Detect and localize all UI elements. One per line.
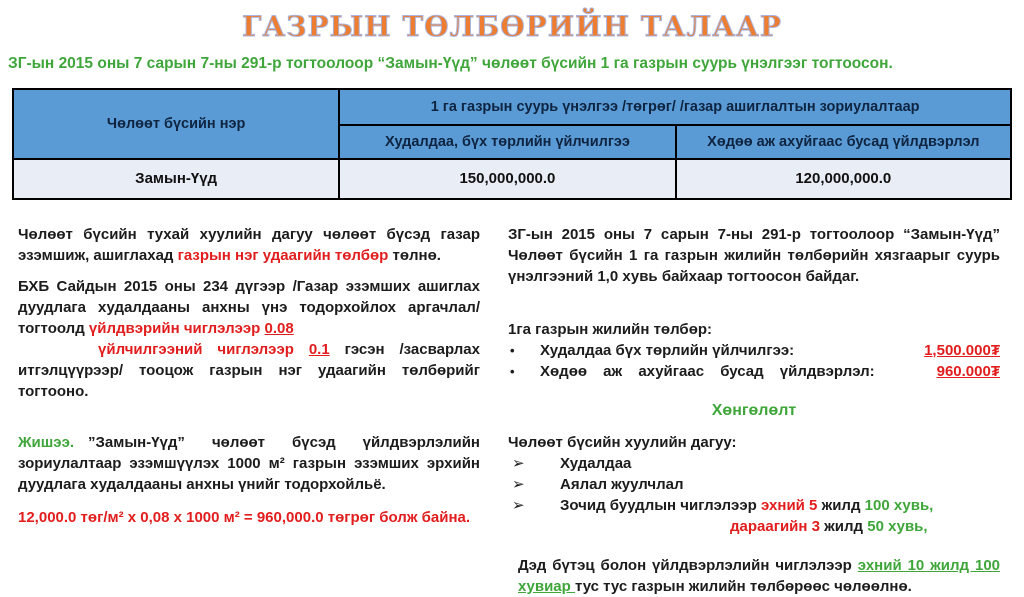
example-text: ”Замын-Үүд” чөлөөт бүсэд үйлдвэрлэлийн зориулалтаар эзэмшүүлэх 1000 м² газрын эзэмших эрхийн дуудлага худалдааны анхны үнийг тодорхойльё. bbox=[18, 433, 480, 493]
fee-label: Хөдөө аж ахуйгаас бусад үйлдвэрлэл: bbox=[540, 362, 875, 380]
subtitle: ЗГ-ын 2015 оны 7 сарын 7-ны 291-р тогтоолоор “Замын-Үүд” чөлөөт бүсийн 1 га газрын суурь үнэлгээг тогтоосон. bbox=[8, 55, 893, 72]
hotel-next-years: дараагийн 3 bbox=[730, 517, 820, 535]
arrow-bullet-icon: ➢ bbox=[512, 475, 525, 493]
exemption-highlight: эхний 10 жилд 100 хувиар bbox=[518, 556, 1000, 595]
table-header-valuation-group: 1 га газрын суурь үнэлгээ /төгрөг/ /газар ашиглалтын зориулалтаар bbox=[339, 89, 1011, 125]
industry-valuation-cell: 120,000,000.0 bbox=[676, 159, 1011, 199]
text-segment: жилд bbox=[817, 496, 865, 514]
text-segment: төлнө. bbox=[388, 246, 441, 264]
table-header-zone-name: Чөлөөт бүсийн нэр bbox=[13, 89, 339, 159]
one-time-fee-paragraph bbox=[18, 224, 480, 266]
trade-valuation-cell: 150,000,000.0 bbox=[339, 159, 675, 199]
discount-item-tourism bbox=[508, 474, 1000, 495]
annual-fee-list-title: 1га газрын жилийн төлбөр: bbox=[508, 320, 713, 338]
slide bbox=[0, 10, 1024, 595]
text-segment: БХБ Сайдын 2015 оны 234 дүгээр /Газар эзэмших ашиглах дуудлага худалдааны анхны үнэ тодорхойлох аргачлал/ тогтоолд bbox=[18, 277, 480, 337]
fee-label: Худалдаа бүх төрлийн үйлчилгээ: bbox=[540, 341, 795, 359]
bullet-icon: • bbox=[510, 342, 515, 358]
table-row bbox=[13, 159, 1011, 199]
right-column bbox=[508, 224, 1000, 597]
discount-intro: Чөлөөт бүсийн хуулийн дагуу: bbox=[508, 433, 737, 451]
calculation-formula: 12,000.0 төг/м² х 0,08 х 1000 м² = 960,000.0 төгрөг болж байна. bbox=[18, 508, 471, 526]
industry-coefficient-value: 0.08 bbox=[264, 319, 294, 337]
one-time-fee-highlight: газрын нэг удаагийн төлбөр bbox=[177, 246, 389, 264]
service-coefficient-value: 0.1 bbox=[308, 340, 330, 358]
example-label: Жишээ. bbox=[18, 433, 75, 451]
fee-row-trade bbox=[508, 340, 1000, 361]
left-column bbox=[18, 224, 480, 597]
zone-name-cell: Замын-Үүд bbox=[13, 159, 339, 199]
page-title: ГАЗРЫН ТӨЛБӨРИЙН ТАЛААР bbox=[242, 10, 782, 43]
table-header-trade-services: Худалдаа, бүх төрлийн үйлчилгээ bbox=[339, 125, 675, 159]
discount-item-trade bbox=[508, 453, 1000, 474]
fee-amount: 960.000₮ bbox=[936, 362, 1000, 380]
bullet-icon: • bbox=[510, 363, 515, 379]
text-segment: Чөлөөт бүсийн тухай хуулийн дагуу чөлөөт бүсэд газар эзэмшиж, ашиглахад bbox=[18, 225, 480, 264]
annual-fee-list bbox=[508, 319, 1000, 382]
text-segment: жилд bbox=[819, 517, 868, 535]
content-columns bbox=[0, 224, 1024, 597]
hotel-first-years: эхний 5 bbox=[760, 496, 818, 514]
example-paragraph bbox=[18, 432, 480, 495]
hotel-discount-text bbox=[560, 495, 1000, 537]
discount-heading: Хөнгөлөлт bbox=[711, 401, 797, 419]
table-header-non-agriculture: Хөдөө аж ахуйгаас бусад үйлдвэрлэл bbox=[676, 125, 1011, 159]
service-coefficient-label: үйлчилгээний чиглэлээр bbox=[98, 340, 309, 358]
text-segment: Зочид буудлын чиглэлээр bbox=[560, 496, 761, 514]
discount-item-hotel bbox=[508, 495, 1000, 537]
methodology-paragraph bbox=[18, 276, 480, 402]
fee-row-industry bbox=[508, 361, 1000, 382]
discount-item-label: Худалдаа bbox=[560, 454, 632, 472]
arrow-bullet-icon: ➢ bbox=[512, 454, 525, 472]
hotel-next-percent: 50 хувь, bbox=[867, 517, 928, 535]
industry-coefficient-label: үйлдвэрийн чиглэлээр bbox=[88, 319, 265, 337]
text-segment: гэсэн /засварлах итгэлцүүрээр/ тооцож газрын нэг удаагийн төлбөрийг тогтооно. bbox=[18, 340, 480, 400]
fee-amount: 1,500.000₮ bbox=[924, 341, 1000, 359]
annual-fee-paragraph: ЗГ-ын 2015 оны 7 сарын 7-ны 291-р тогтоолоор “Замын-Үүд” Чөлөөт бүсийн 1 га газрын жилийн төлбөрийн хязгаарыг суурь үнэлгээний 1,0 хувь байхаар тогтоосон байдаг. bbox=[508, 225, 1000, 285]
hotel-first-percent: 100 хувь, bbox=[864, 496, 934, 514]
text-segment: тус тус газрын жилийн төлбөрөөс чөлөөлнө. bbox=[574, 577, 912, 595]
land-valuation-table bbox=[12, 88, 1012, 200]
text-segment: Дэд бүтэц болон үйлдвэрлэлийн чиглэлээр bbox=[518, 556, 858, 574]
discount-item-label: Аялал жуулчлал bbox=[560, 475, 684, 493]
arrow-bullet-icon: ➢ bbox=[512, 496, 525, 514]
